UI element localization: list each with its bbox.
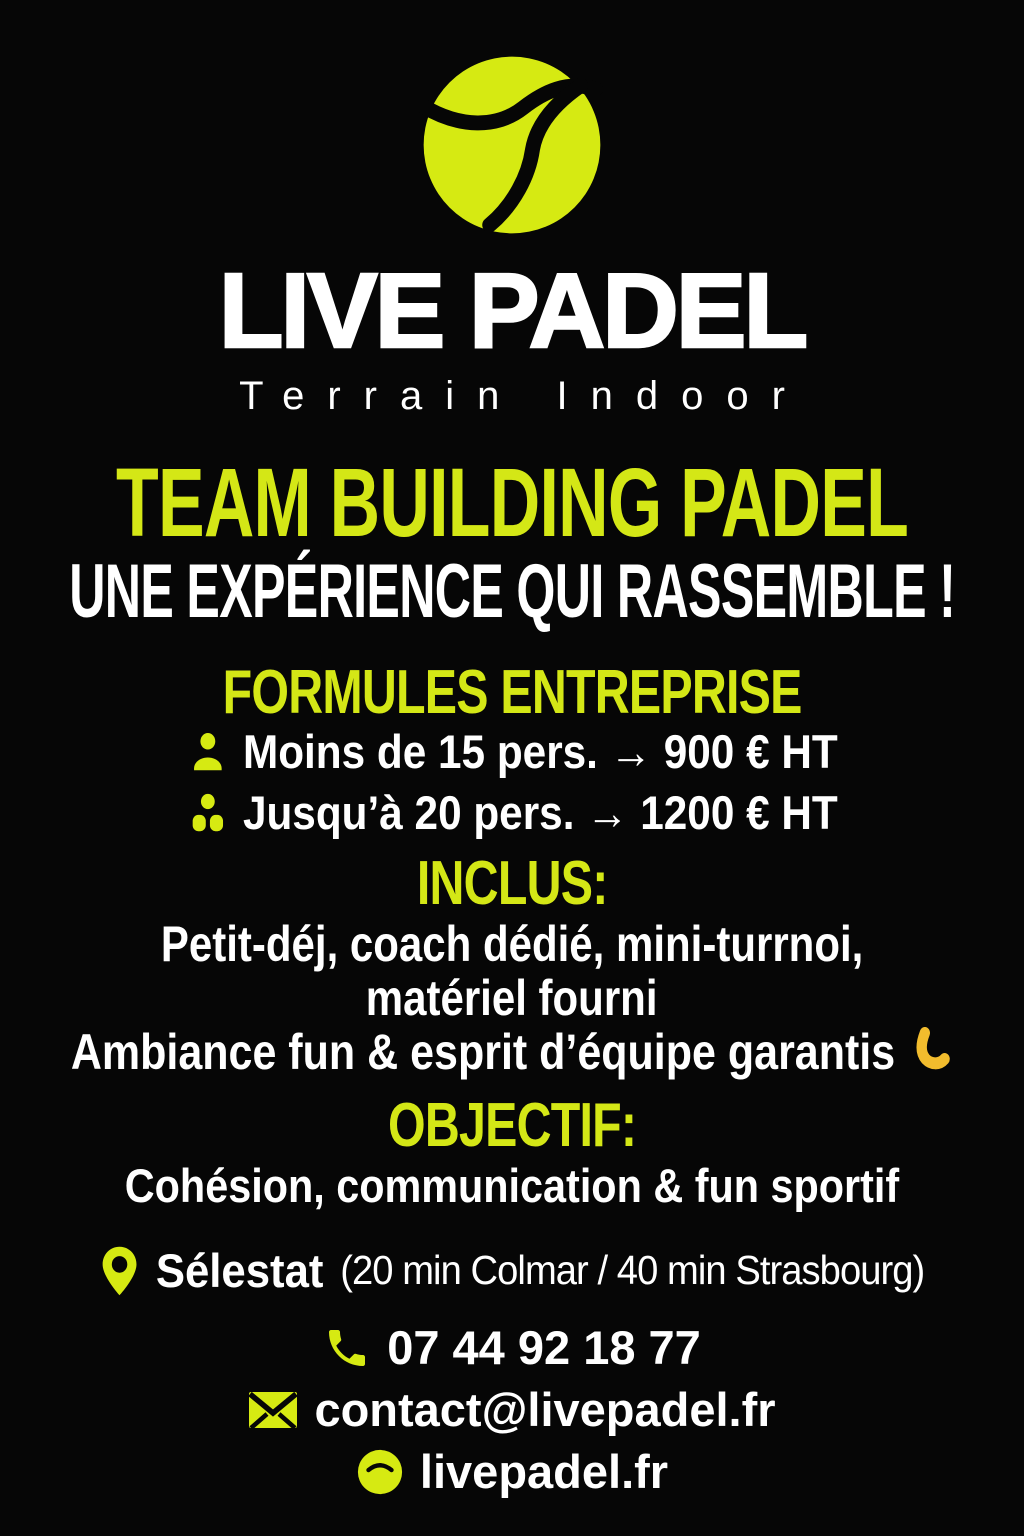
email-row <box>248 1383 776 1436</box>
formules-heading: FORMULES ENTREPRISE <box>222 658 802 727</box>
inclus-line-3: Ambiance fun & esprit d’équipe garantis <box>70 1024 895 1080</box>
brand-name: LIVE PADEL <box>218 252 806 370</box>
location-pin-icon <box>100 1245 139 1297</box>
inclus-line-2: matériel fourni <box>366 970 658 1026</box>
website-row <box>248 1445 775 1498</box>
formule-text: Moins de 15 pers. → 900 € HT <box>242 725 838 778</box>
headline-subtitle: UNE EXPÉRIENCE QUI RASSEMBLE ! <box>69 549 956 634</box>
inclus-body <box>0 917 1024 1079</box>
phone-icon <box>323 1324 371 1372</box>
padel-ball-logo-icon <box>419 52 605 238</box>
ball-icon <box>356 1448 404 1496</box>
envelope-icon <box>248 1389 298 1431</box>
phone-row <box>248 1321 775 1374</box>
website-url: livepadel.fr <box>419 1445 669 1498</box>
flexed-bicep-icon <box>907 1027 953 1077</box>
brand-tagline: Terrain Indoor <box>239 374 808 418</box>
phone-number: 07 44 92 18 77 <box>387 1321 701 1374</box>
person-icon <box>187 729 228 775</box>
contact-block <box>248 1321 776 1498</box>
formule-item <box>187 726 838 778</box>
objectif-text: Cohésion, communication & fun sportif <box>124 1159 900 1212</box>
inclus-line-1: Petit-déj, coach dédié, mini-turrnoi, <box>160 916 864 972</box>
location-row <box>100 1243 924 1298</box>
email-address: contact@livepadel.fr <box>314 1383 776 1436</box>
formules-list <box>151 726 874 839</box>
objectif-heading: OBJECTIF: <box>387 1091 637 1160</box>
location-city: Sélestat <box>155 1244 324 1297</box>
headline-title: TEAM BUILDING PADEL <box>115 448 909 557</box>
formule-text: Jusqu’à 20 pers. → 1200 € HT <box>242 786 838 839</box>
location-detail: (20 min Colmar / 40 min Strasbourg) <box>340 1247 925 1293</box>
people-icon <box>187 790 228 836</box>
formule-item <box>187 787 838 839</box>
inclus-heading: INCLUS: <box>416 849 608 918</box>
